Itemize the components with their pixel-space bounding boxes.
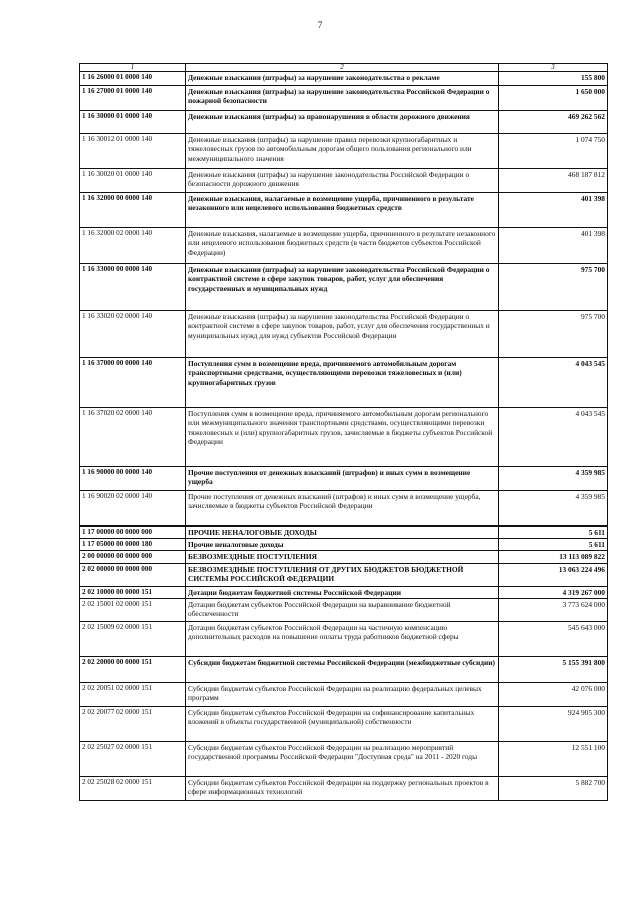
table-row — [80, 228, 608, 264]
row-name: БЕЗВОЗМЕЗДНЫЕ ПОСТУПЛЕНИЯ — [186, 551, 499, 563]
row-name: Прочие поступления от денежных взысканий (штрафов) и иных сумм в возмещение ущерба, зачисляемые в бюджеты субъектов Российской Федерации — [186, 491, 499, 526]
row-amount: 401 398 — [499, 193, 608, 228]
row-amount: 4 359 985 — [499, 491, 608, 526]
page-number: 7 — [317, 20, 323, 30]
table-row — [80, 586, 608, 598]
row-code: 1 16 37020 02 0000 140 — [80, 408, 186, 467]
table-row — [80, 358, 608, 408]
table-row — [80, 539, 608, 551]
row-amount: 4 043 545 — [499, 358, 608, 408]
row-amount: 12 551 100 — [499, 741, 608, 776]
row-code: 1 16 32000 02 0000 140 — [80, 228, 186, 264]
row-name: Денежные взыскания, налагаемые в возмещение ущерба, причиненного в результате незаконного или нецелевого использования бюджетных средств (в части бюджетов субъектов Российской Федерации) — [186, 228, 499, 264]
row-code: 1 16 27000 01 0000 140 — [80, 86, 186, 111]
table-row — [80, 563, 608, 586]
row-code: 2 00 00000 00 0000 000 — [80, 551, 186, 563]
row-name: Дотации бюджетам бюджетной системы Российской Федерации — [186, 586, 499, 598]
revenue-table — [79, 63, 608, 801]
table-row — [80, 467, 608, 491]
row-amount: 1 074 750 — [499, 134, 608, 169]
table-row — [80, 526, 608, 539]
row-code: 1 16 33020 02 0000 140 — [80, 311, 186, 358]
row-amount: 469 262 562 — [499, 111, 608, 134]
row-code: 2 02 25027 02 0000 151 — [80, 741, 186, 776]
row-code: 2 02 15009 02 0000 151 — [80, 621, 186, 656]
row-code: 2 02 15001 02 0000 151 — [80, 598, 186, 621]
row-code: 1 17 05000 00 0000 180 — [80, 539, 186, 551]
row-amount: 4 043 545 — [499, 408, 608, 467]
row-code: 1 16 32000 00 0000 140 — [80, 193, 186, 228]
row-name: ПРОЧИЕ НЕНАЛОГОВЫЕ ДОХОДЫ — [186, 526, 499, 539]
row-code: 1 17 00000 00 0000 000 — [80, 526, 186, 539]
row-amount: 924 905 300 — [499, 706, 608, 741]
row-amount: 975 700 — [499, 264, 608, 311]
row-amount: 13 113 089 822 — [499, 551, 608, 563]
row-code: 1 16 90020 02 0000 140 — [80, 491, 186, 526]
row-code: 1 16 37000 00 0000 140 — [80, 358, 186, 408]
table-row — [80, 408, 608, 467]
row-amount: 401 398 — [499, 228, 608, 264]
row-name: Денежные взыскания, налагаемые в возмещение ущерба, причиненного в результате незаконного или нецелевого использования бюджетных средств — [186, 193, 499, 228]
table-row — [80, 491, 608, 526]
row-amount: 4 359 985 — [499, 467, 608, 491]
table-body — [80, 72, 608, 801]
row-name: Субсидии бюджетам субъектов Российской Федерации на софинансирование капитальных вложений в объекты государственной (муниципальной) собственности — [186, 706, 499, 741]
row-name: Денежные взыскания (штрафы) за нарушение законодательства Российской Федерации о безопасности дорожного движения — [186, 169, 499, 193]
row-name: Субсидии бюджетам субъектов Российской Федерации на реализацию мероприятий государственной программы Российской Федерации "Доступная среда" на 2011 - 2020 годы — [186, 741, 499, 776]
table-header-row — [80, 64, 608, 72]
row-name: Поступления сумм в возмещение вреда, причиняемого автомобильным дорогам транспортными средствами, осуществляющими перевозки тяжеловесных и (или) крупногабаритных грузов — [186, 358, 499, 408]
row-code: 2 02 20051 02 0000 151 — [80, 682, 186, 706]
row-amount: 545 643 000 — [499, 621, 608, 656]
row-name: Прочие поступления от денежных взысканий (штрафов) и иных сумм в возмещение ущерба — [186, 467, 499, 491]
row-amount: 5 155 391 800 — [499, 656, 608, 682]
row-amount: 13 063 224 496 — [499, 563, 608, 586]
row-amount: 468 187 812 — [499, 169, 608, 193]
table-row — [80, 111, 608, 134]
row-amount: 1 650 000 — [499, 86, 608, 111]
row-amount: 975 700 — [499, 311, 608, 358]
table-row — [80, 656, 608, 682]
table-row — [80, 551, 608, 563]
table-row — [80, 741, 608, 776]
row-code: 1 16 26000 01 0000 140 — [80, 72, 186, 86]
row-name: Прочие неналоговые доходы — [186, 539, 499, 551]
row-name: Дотации бюджетам субъектов Российской Федерации на частичную компенсацию дополнительных расходов на повышение оплаты труда работников бюджетной сферы — [186, 621, 499, 656]
table-row — [80, 134, 608, 169]
table-row — [80, 311, 608, 358]
column-header-name: 2 — [186, 64, 499, 72]
table-row — [80, 193, 608, 228]
row-amount: 42 076 000 — [499, 682, 608, 706]
table-row — [80, 264, 608, 311]
row-code: 1 16 33000 00 0000 140 — [80, 264, 186, 311]
row-code: 2 02 20077 02 0000 151 — [80, 706, 186, 741]
table-row — [80, 621, 608, 656]
table-row — [80, 169, 608, 193]
row-amount: 5 882 700 — [499, 776, 608, 800]
row-amount: 4 319 267 000 — [499, 586, 608, 598]
row-amount: 155 800 — [499, 72, 608, 86]
row-code: 1 16 90000 00 0000 140 — [80, 467, 186, 491]
row-name: Поступления сумм в возмещение вреда, причиняемого автомобильным дорогам регионального или межмуниципального значения транспортными средствами, осуществляющими перевозки тяжеловесных и (или) крупногабаритных грузов, зачисляемые в бюджеты субъектов Российской Федерации — [186, 408, 499, 467]
row-name: Дотации бюджетам субъектов Российской Федерации на выравнивание бюджетной обеспеченности — [186, 598, 499, 621]
row-name: Денежные взыскания (штрафы) за нарушение законодательства о рекламе — [186, 72, 499, 86]
row-code: 2 02 20000 00 0000 151 — [80, 656, 186, 682]
row-code: 1 16 30012 01 0000 140 — [80, 134, 186, 169]
table-row — [80, 776, 608, 800]
column-header-code: 1 — [80, 64, 186, 72]
row-name: Денежные взыскания (штрафы) за нарушение законодательства Российской Федерации о контрактной системе в сфере закупок товаров, работ, услуг для обеспечения государственных и муниципальных нужд для нужд субъектов Российской Федерации — [186, 311, 499, 358]
table-row — [80, 706, 608, 741]
table-row — [80, 72, 608, 86]
row-amount: 5 611 — [499, 526, 608, 539]
table-row — [80, 682, 608, 706]
row-name: Субсидии бюджетам бюджетной системы Российской Федерации (межбюджетные субсидии) — [186, 656, 499, 682]
row-name: Денежные взыскания (штрафы) за правонарушения в области дорожного движения — [186, 111, 499, 134]
row-code: 2 02 00000 00 0000 000 — [80, 563, 186, 586]
row-name: Денежные взыскания (штрафы) за нарушение законодательства Российской Федерации о контрактной системе в сфере закупок товаров, работ, услуг для обеспечения государственных и муниципальных нужд — [186, 264, 499, 311]
column-header-amount: 3 — [499, 64, 608, 72]
table-row — [80, 598, 608, 621]
row-name: Денежные взыскания (штрафы) за нарушение правил перевозки крупногабаритных и тяжеловесных грузов по автомобильным дорогам общего пользования регионального или межмуниципального значения — [186, 134, 499, 169]
row-name: Субсидии бюджетам субъектов Российской Федерации на поддержку региональных проектов в сфере информационных технологий — [186, 776, 499, 800]
row-code: 1 16 30020 01 0000 140 — [80, 169, 186, 193]
row-name: БЕЗВОЗМЕЗДНЫЕ ПОСТУПЛЕНИЯ ОТ ДРУГИХ БЮДЖЕТОВ БЮДЖЕТНОЙ СИСТЕМЫ РОССИЙСКОЙ ФЕДЕРАЦИИ — [186, 563, 499, 586]
row-code: 2 02 10000 00 0000 151 — [80, 586, 186, 598]
row-amount: 3 773 624 000 — [499, 598, 608, 621]
row-code: 2 02 25028 02 0000 151 — [80, 776, 186, 800]
row-amount: 5 611 — [499, 539, 608, 551]
row-name: Субсидии бюджетам субъектов Российской Федерации на реализацию федеральных целевых программ — [186, 682, 499, 706]
row-code: 1 16 30000 01 0000 140 — [80, 111, 186, 134]
row-name: Денежные взыскания (штрафы) за нарушение законодательства Российской Федерации о пожарной безопасности — [186, 86, 499, 111]
table-row — [80, 86, 608, 111]
